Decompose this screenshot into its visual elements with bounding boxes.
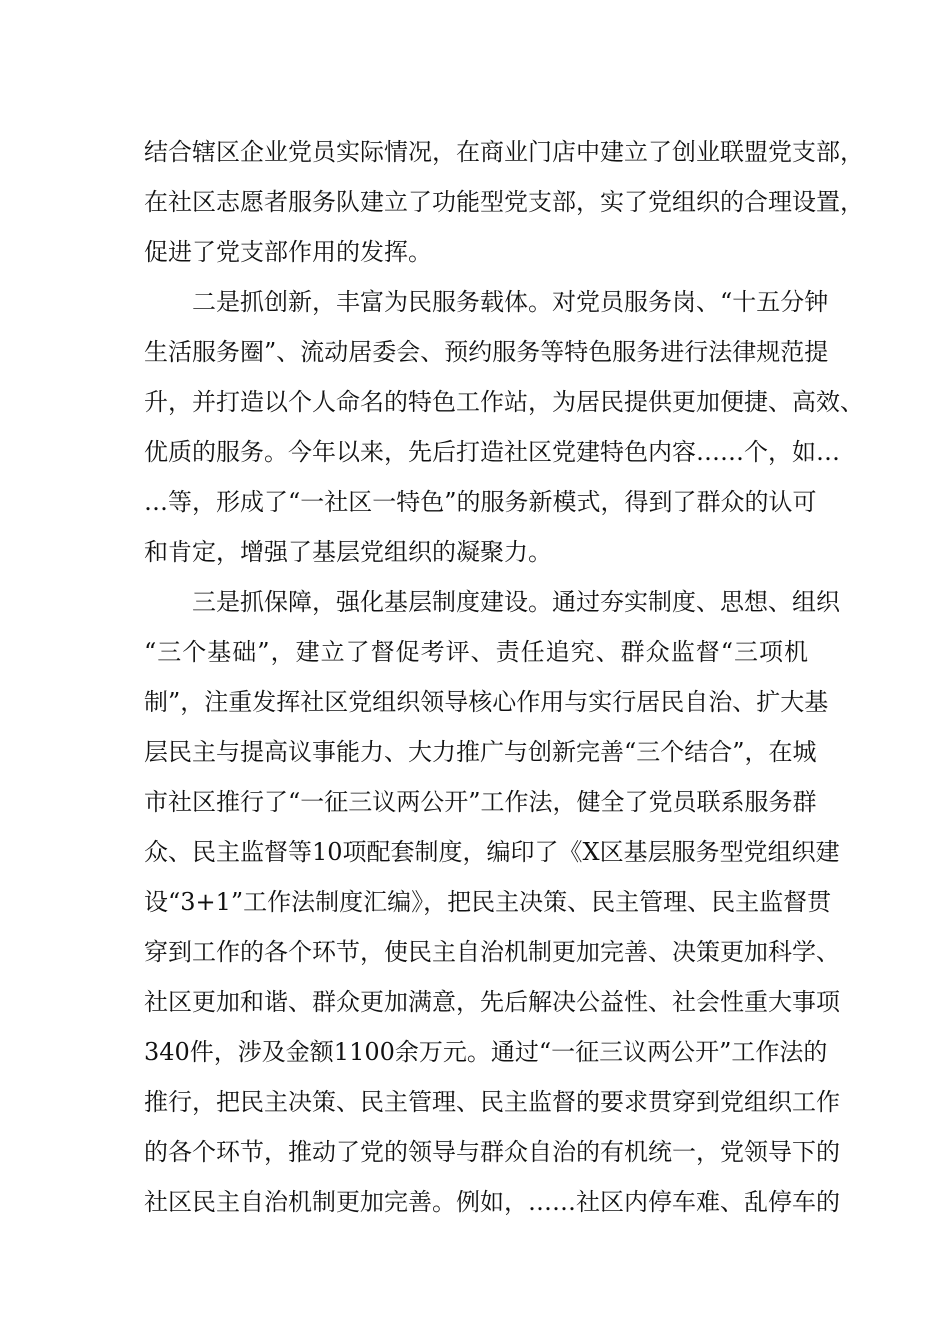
text-line: 和肯定，增强了基层党组织的凝聚力。 (144, 538, 552, 566)
text-line: 制”，注重发挥社区党组织领导核心作用与实行居民自治、扩大基 (144, 688, 829, 716)
text-line: 升，并打造以个人命名的特色工作站，为居民提供更加便捷、高效、 (144, 388, 864, 416)
text-line: 的各个环节，推动了党的领导与群众自治的有机统一，党领导下的 (144, 1138, 840, 1166)
text-line: 在社区志愿者服务队建立了功能型党支部，实了党组织的合理设置， (144, 188, 864, 216)
text-line: 穿到工作的各个环节，使民主自治机制更加完善、决策更加科学、 (144, 938, 840, 966)
text-line: 结合辖区企业党员实际情况，在商业门店中建立了创业联盟党支部， (144, 138, 864, 166)
text-line: 三是抓保障，强化基层制度建设。通过夯实制度、思想、组织 (192, 588, 840, 616)
text-line: …等，形成了“一社区一特色”的服务新模式，得到了群众的认可 (144, 488, 817, 516)
text-line: 二是抓创新，丰富为民服务载体。对党员服务岗、“十五分钟 (192, 288, 829, 316)
text-line: “三个基础”，建立了督促考评、责任追究、群众监督“三项机 (144, 638, 808, 666)
text-line: 社区更加和谐、群众更加满意，先后解决公益性、社会性重大事项 (144, 988, 840, 1016)
text-line: 促进了党支部作用的发挥。 (144, 238, 432, 266)
paragraph-2 (144, 277, 864, 577)
paragraph-1 (144, 127, 864, 277)
paragraph-3 (144, 577, 840, 1227)
text-line: 设“3+1”工作法制度汇编》，把民主决策、民主管理、民主监督贯 (144, 888, 832, 916)
text-line: 340件，涉及金额1100余万元。通过“一征三议两公开”工作法的 (144, 1038, 828, 1066)
text-line: 生活服务圈”、流动居委会、预约服务等特色服务进行法律规范提 (144, 338, 829, 366)
text-line: 众、民主监督等10项配套制度，编印了《X区基层服务型党组织建 (144, 838, 840, 866)
document-body (144, 127, 864, 1227)
text-line: 推行，把民主决策、民主管理、民主监督的要求贯穿到党组织工作 (144, 1088, 840, 1116)
text-line: 优质的服务。今年以来，先后打造社区党建特色内容……个，如… (144, 438, 840, 466)
text-line: 层民主与提高议事能力、大力推广与创新完善“三个结合”，在城 (144, 738, 817, 766)
text-line: 社区民主自治机制更加完善。例如，……社区内停车难、乱停车的 (144, 1188, 840, 1216)
text-line: 市社区推行了“一征三议两公开”工作法，健全了党员联系服务群 (144, 788, 817, 816)
